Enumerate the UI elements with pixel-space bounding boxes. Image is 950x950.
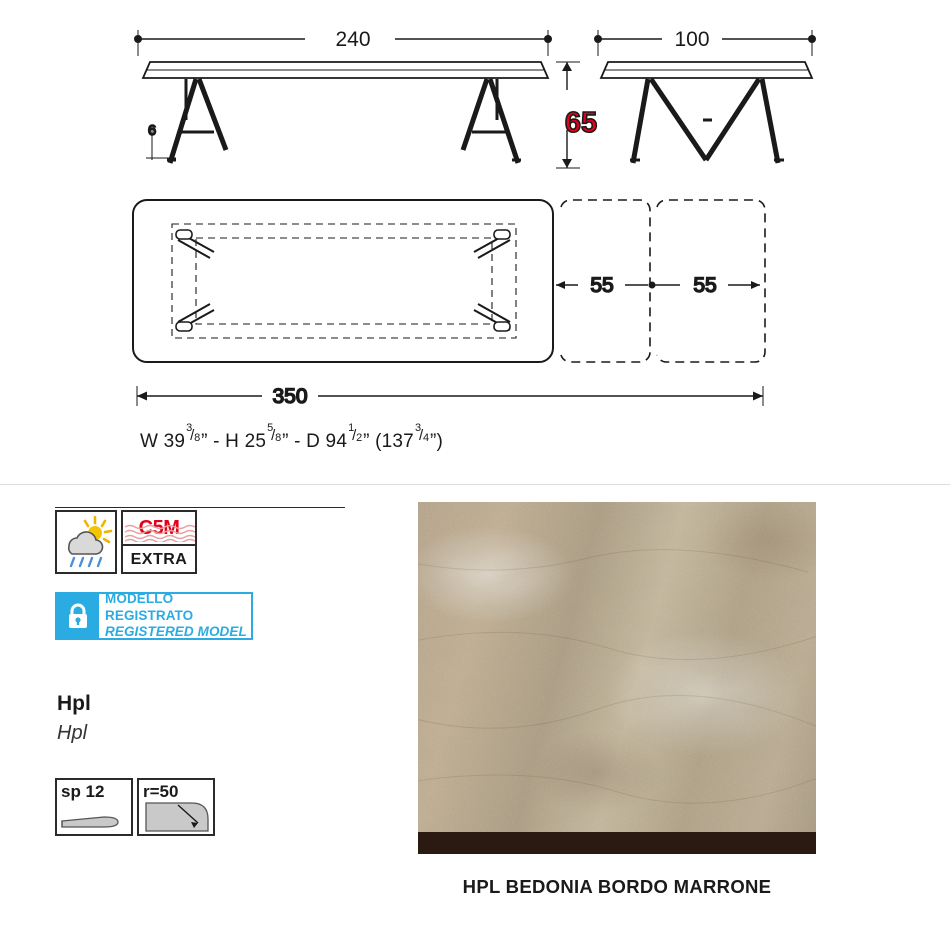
weather-resistance-icon	[55, 510, 117, 574]
imperial-width-suffix: ”	[201, 431, 208, 452]
material-name: Hpl	[57, 692, 91, 715]
material-spec-icons	[55, 778, 215, 836]
material-name-italic: Hpl	[57, 722, 88, 744]
imperial-paren-open: (137	[375, 431, 414, 452]
extension-1-label: 55	[590, 274, 614, 297]
c5m-extra-icon	[121, 510, 197, 574]
radius-icon	[137, 778, 215, 836]
height-dimension-label: 65	[564, 107, 598, 139]
imperial-depth-suffix: ”	[363, 431, 370, 452]
certification-icons	[55, 510, 197, 574]
panel-rule	[55, 507, 345, 508]
depth-fraction: 1 / 2	[348, 422, 363, 444]
svg-text:6: 6	[147, 122, 157, 139]
side-width-dimension-label: 100	[674, 28, 710, 51]
thickness-label: sp 12	[61, 782, 105, 801]
length-dimension-label: 350	[272, 385, 308, 408]
extension-2-label: 55	[693, 274, 717, 297]
lock-icon	[57, 594, 99, 638]
imperial-width-prefix: W 39	[140, 431, 186, 452]
registered-model-text	[99, 590, 251, 640]
front-width-dimension-label: 240	[335, 28, 371, 51]
material-sample-image	[418, 502, 816, 832]
registered-model-line-it: MODELLO REGISTRATO	[105, 590, 194, 623]
sample-edge-strip	[418, 832, 816, 854]
material-sample	[418, 502, 816, 898]
imperial-dimensions	[140, 422, 443, 453]
imperial-sep-2: - D 94	[294, 431, 348, 452]
thickness-icon	[55, 778, 133, 836]
extended-depth-fraction: 3 / 4	[414, 422, 430, 444]
section-divider	[0, 484, 950, 485]
registered-model-badge	[55, 592, 253, 640]
c5m-extra-label: EXTRA	[130, 551, 188, 568]
radius-label: r=50	[143, 782, 179, 801]
c5m-label: C5M	[138, 516, 180, 539]
sample-caption: HPL BEDONIA BORDO MARRONE	[462, 876, 772, 897]
c5m-top	[123, 512, 195, 546]
height-fraction: 5 / 8	[267, 422, 282, 444]
imperial-sep-1: - H 25	[213, 431, 267, 452]
imperial-height-suffix: ”	[282, 431, 289, 452]
width-fraction: 3 / 8	[186, 422, 201, 444]
registered-model-line-en: REGISTERED MODEL	[105, 624, 247, 640]
imperial-paren-close: ”)	[429, 431, 443, 452]
